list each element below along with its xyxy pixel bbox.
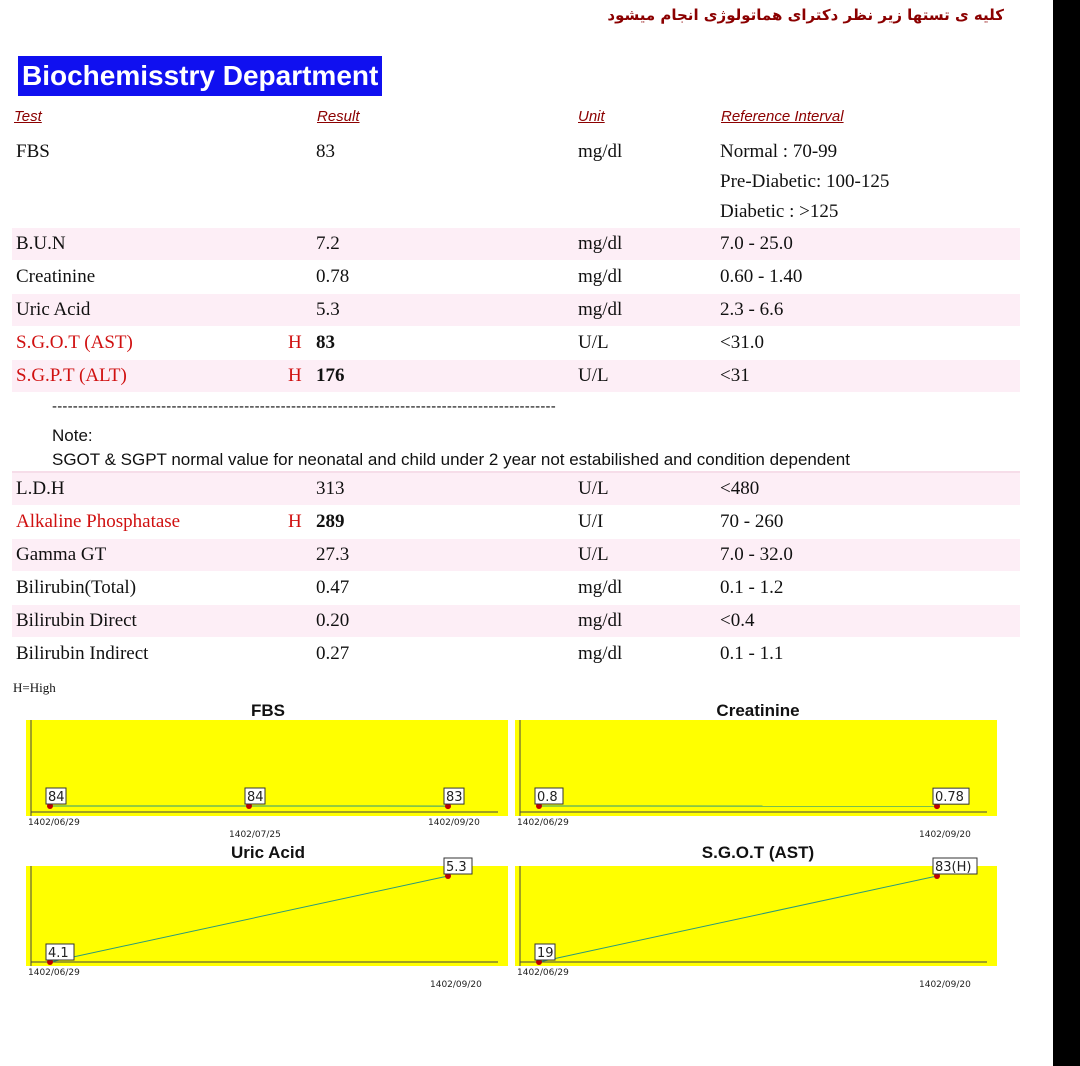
table-row <box>12 327 1020 359</box>
row-test: B.U.N <box>16 233 66 254</box>
row-unit: U/L <box>578 332 609 353</box>
right-edge-bar <box>1053 0 1080 1066</box>
x-tick-label: 1402/09/20 <box>919 980 971 990</box>
column-header-unit: Unit <box>578 108 605 125</box>
table-row <box>12 605 1020 637</box>
row-test: S.G.O.T (AST) <box>16 332 133 353</box>
row-flag: H <box>288 511 302 532</box>
row-test: S.G.P.T (ALT) <box>16 365 127 386</box>
row-reference: 0.1 - 1.1 <box>720 643 784 664</box>
table-row-fbs <box>12 136 1020 230</box>
x-tick-label: 1402/07/25 <box>229 830 281 840</box>
row-result: 5.3 <box>316 299 340 320</box>
column-header-test: Test <box>14 108 42 125</box>
table-row <box>12 638 1020 670</box>
table-row <box>12 228 1020 260</box>
row-test: Gamma GT <box>16 544 107 565</box>
separator-line: ------------------------------------------------------------------------------------------------- <box>52 398 556 415</box>
column-header-result: Result <box>317 108 360 125</box>
row-reference: 0.1 - 1.2 <box>720 577 784 598</box>
table-row <box>12 360 1020 392</box>
row-test: FBS <box>16 141 50 162</box>
data-label: 83 <box>446 790 463 806</box>
trend-chart <box>26 720 508 840</box>
row-unit: U/L <box>578 365 609 386</box>
table-row <box>12 539 1020 571</box>
row-test: Creatinine <box>16 266 96 287</box>
row-unit: mg/dl <box>578 299 623 320</box>
row-result: 27.3 <box>316 544 350 565</box>
data-label: 19 <box>537 946 554 961</box>
chart-background <box>515 720 997 816</box>
row-result: 83 <box>316 332 335 353</box>
row-result: 176 <box>316 365 345 386</box>
table-row <box>12 473 1020 505</box>
chart-background <box>515 866 997 966</box>
row-reference: 0.60 - 1.40 <box>720 266 803 287</box>
chart-title: FBS <box>251 701 285 720</box>
table-row <box>12 506 1020 538</box>
chart-background <box>26 866 508 966</box>
row-reference: 2.3 - 6.6 <box>720 299 784 320</box>
x-tick-label: 1402/09/20 <box>919 830 971 840</box>
row-reference: <0.4 <box>720 610 755 631</box>
row-result: 0.78 <box>316 266 350 287</box>
row-reference: <31 <box>720 365 750 386</box>
row-reference: 70 - 260 <box>720 511 784 532</box>
table-row <box>12 294 1020 326</box>
data-label: 5.3 <box>446 860 467 875</box>
x-tick-label: 1402/06/29 <box>28 818 80 828</box>
row-result: 313 <box>316 478 345 499</box>
x-tick-label: 1402/09/20 <box>428 818 480 828</box>
row-test: L.D.H <box>16 478 65 499</box>
row-unit: U/L <box>578 478 609 499</box>
row-result: 0.20 <box>316 610 350 631</box>
row-reference: 7.0 - 25.0 <box>720 233 793 254</box>
row-test: Bilirubin(Total) <box>16 577 137 598</box>
trend-chart <box>515 860 997 990</box>
row-unit: mg/dl <box>578 643 623 664</box>
x-tick-label: 1402/06/29 <box>517 818 569 828</box>
row-reference: Diabetic : >125 <box>720 201 839 222</box>
row-unit: mg/dl <box>578 141 623 162</box>
row-test: Bilirubin Indirect <box>16 643 149 664</box>
row-unit: mg/dl <box>578 266 623 287</box>
data-label: 0.8 <box>537 790 558 805</box>
data-label: 0.78 <box>935 790 964 806</box>
row-test: Bilirubin Direct <box>16 610 137 631</box>
row-reference: Normal : 70-99 <box>720 141 838 162</box>
row-reference: <31.0 <box>720 332 764 353</box>
table-row <box>12 261 1020 293</box>
row-reference: <480 <box>720 478 760 499</box>
column-header-reference: Reference Interval <box>721 108 844 125</box>
data-label: 4.1 <box>48 946 69 961</box>
chart-title: Creatinine <box>716 701 800 720</box>
row-result: 289 <box>316 511 345 532</box>
note-text: SGOT & SGPT normal value for neonatal and child under 2 year not estabilished and condition dependent <box>52 450 850 469</box>
data-label: 84 <box>247 790 264 805</box>
chart-title: Uric Acid <box>230 843 305 862</box>
row-unit: mg/dl <box>578 610 623 631</box>
row-test: Alkaline Phosphatase <box>16 511 181 532</box>
data-label: 83(H) <box>935 860 972 875</box>
x-tick-label: 1402/06/29 <box>517 968 569 978</box>
row-reference: 7.0 - 32.0 <box>720 544 793 565</box>
row-flag: H <box>288 332 302 353</box>
row-flag: H <box>288 365 302 386</box>
data-label: 84 <box>48 790 65 805</box>
trend-chart <box>515 720 997 840</box>
row-result: 83 <box>316 141 335 162</box>
row-reference: Pre-Diabetic: 100-125 <box>720 171 890 192</box>
chart-title: S.G.O.T (AST) <box>701 843 815 862</box>
trend-chart <box>26 860 508 990</box>
row-unit: mg/dl <box>578 577 623 598</box>
table-row <box>12 572 1020 604</box>
row-result: 7.2 <box>316 233 340 254</box>
flag-legend: H=High <box>13 680 56 695</box>
department-title: Biochemisstry Department <box>18 56 382 96</box>
row-test: Uric Acid <box>16 299 91 320</box>
chart-background <box>26 720 508 816</box>
note-label: Note: <box>52 426 93 445</box>
x-tick-label: 1402/06/29 <box>28 968 80 978</box>
row-unit: mg/dl <box>578 233 623 254</box>
row-result: 0.27 <box>316 643 350 664</box>
x-tick-label: 1402/09/20 <box>430 980 482 990</box>
row-unit: U/I <box>578 511 604 532</box>
header-note: کلیه ی تستها زیر نظر دکترای هماتولوژی انجام میشود <box>607 6 1004 24</box>
row-unit: U/L <box>578 544 609 565</box>
row-result: 0.47 <box>316 577 350 598</box>
